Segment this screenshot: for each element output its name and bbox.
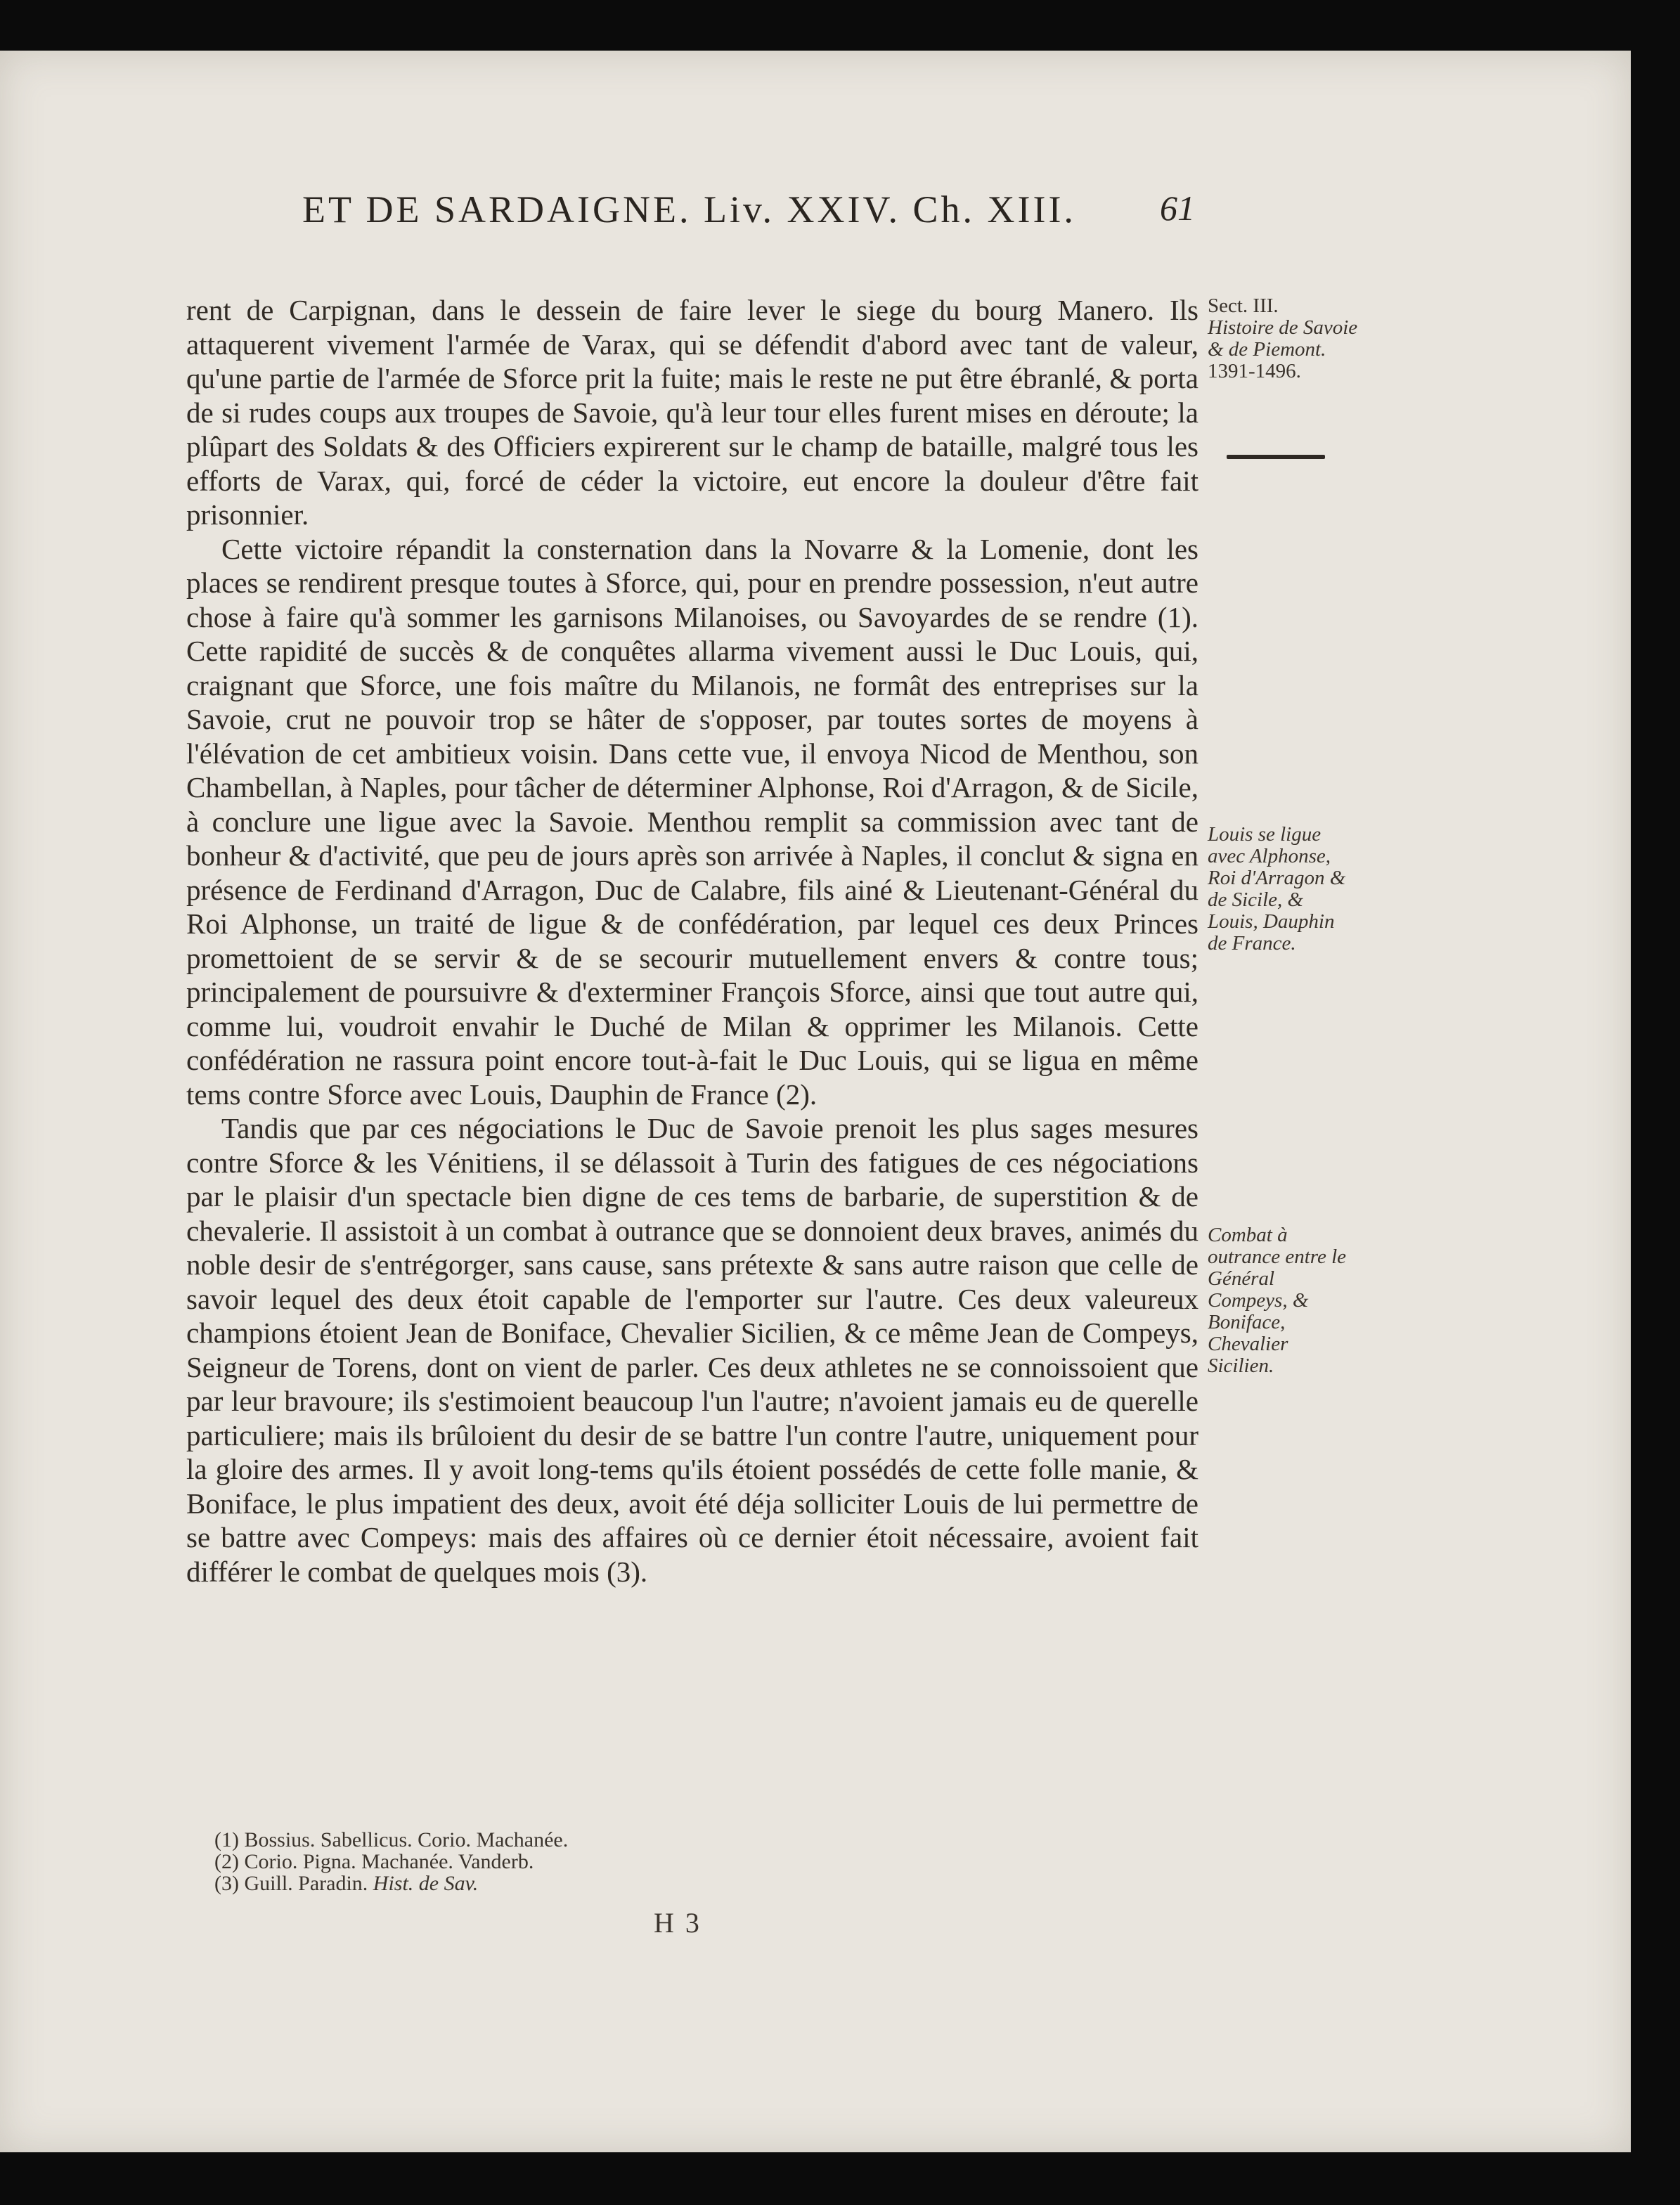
margin-note-sect: Sect. III. <box>1208 295 1279 317</box>
footnote-2: (2) Corio. Pigna. Machanée. Vanderb. <box>214 1850 534 1873</box>
paragraph-1: rent de Carpignan, dans le dessein de faire lever le siege du bourg Manero. Ils attaquerent vivement l'armée de Varax, qui se défendit d'abord avec tant de valeur, qu'une partie de l'armée de Sforce prit la fuite; mais le reste ne put être ébranlé, & porta de si rudes coups aux troupes de Savoie, qu'à leur tour elles furent mises en déroute; la plûpart des Soldats & des Officiers expirerent sur le champ de bataille, malgré tous les efforts de Varax, qui, forcé de céder la victoire, eut encore la douleur d'être fait prisonnier. <box>186 294 1198 531</box>
page-header <box>302 188 1195 237</box>
paragraph-3: Tandis que par ces négociations le Duc de Savoie prenoit les plus sages mesures contre Sforce & les Vénitiens, il se délassoit à Turin des fatigues de ces négociations par le plaisir d'un spectacle bien digne de ces tems de barbarie, de superstition & de chevalerie. Il assistoit à un combat à outrance que se donnoient deux braves, animés du noble desir de s'entrégorger, sans cause, sans prétexte & sans autre raison que celle de savoir lequel des deux étoit capable de l'emporter sur l'autre. Ces deux valeureux champions étoient Jean de Boniface, Chevalier Sicilien, & ce même Jean de Compeys, Seigneur de Torens, dont on vient de parler. Ces deux athletes ne se connoissoient que par leur bravoure; ils s'estimoient beaucoup l'un l'autre; n'avoient jamais eu de querelle particuliere; mais ils brûloient du desir de se battre l'un contre l'autre, uniquement pour la gloire des armes. Il y avoit long-tems qu'ils étoient possédés de cette folle manie, & Boniface, le plus impatient des deux, avoit été déja solliciter Louis de lui permettre de se battre avec Compeys: mais des affaires où ce dernier étoit nécessaire, avoient fait différer le combat de quelques mois (3). <box>186 1112 1198 1588</box>
margin-note-years: 1391-1496. <box>1208 360 1301 382</box>
footnote-3 <box>214 1873 847 1894</box>
footnote-1: (1) Bossius. Sabellicus. Corio. Machanée. <box>214 1828 569 1851</box>
footnote-3-title: Hist. de Sav. <box>373 1872 479 1895</box>
footnote-3-source: (3) Guill. Paradin. <box>214 1872 368 1895</box>
margin-note-ligue: Louis se ligue avec Alphonse, Roi d'Arragon & de Sicile, & Louis, Dauphin de France. <box>1208 823 1346 955</box>
paragraph-2: Cette victoire répandit la consternation dans la Novarre & la Lomenie, dont les places se rendirent presque toutes à Sforce, qui, pour en prendre possession, n'eut autre chose à faire qu'à sommer les garnisons Milanoises, ou Savoyardes de se rendre (1). Cette rapidité de succès & de conquêtes allarma vivement aussi le Duc Louis, qui, craignant que Sforce, une fois maître du Milanois, ne formât des entreprises sur la Savoie, crut ne pouvoir trop se hâter de s'opposer, par toutes sortes de moyens à l'élévation de cet ambitieux voisin. Dans cette vue, il envoya Nicod de Menthou, son Chambellan, à Naples, pour tâcher de déterminer Alphonse, Roi d'Arragon, & de Sicile, à conclure une ligue avec la Savoie. Menthou remplit sa commission avec tant de bonheur & d'activité, que peu de jours après son arrivée à Naples, il conclut & signa en présence de Ferdinand d'Arragon, Duc de Calabre, fils ainé & Lieutenant-Général du Roi Alphonse, un traité de ligue & de confédération, par lequel ces deux Princes promettoient de se servir & de se secourir mutuellement envers & contre tous; principalement de poursuivre & d'exterminer François Sforce, ainsi que tout autre qui, comme lui, voudroit envahir le Duché de Milan & opprimer les Milanois. Cette confédération ne rassura point encore tout-à-fait le Duc Louis, qui se ligua en même tems contre Sforce avec Louis, Dauphin de France (2). <box>186 532 1198 1111</box>
running-head: ET DE SARDAIGNE. Liv. XXIV. Ch. XIII. <box>302 188 1076 231</box>
margin-note-section <box>1208 295 1362 382</box>
book-page <box>0 51 1631 2152</box>
signature-mark: H 3 <box>654 1907 702 1939</box>
margin-note-combat: Combat à outrance entre le Général Compeys, & Boniface, Chevalier Sicilien. <box>1208 1224 1347 1377</box>
page-number: 61 <box>1160 188 1195 228</box>
main-text <box>186 293 1198 1589</box>
footnotes <box>214 1829 847 1894</box>
margin-rule <box>1227 455 1325 459</box>
margin-note-history: Histoire de Savoie & de Piemont. <box>1208 316 1358 361</box>
